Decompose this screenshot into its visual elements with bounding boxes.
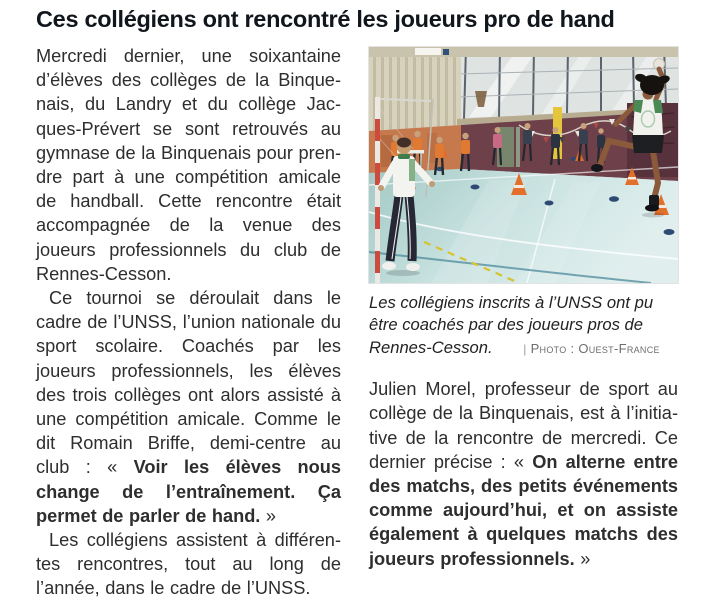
photo-credit-label: Photo : [530,340,575,356]
article-photo [369,47,678,283]
article-paragraph: Mercredi dernier, une soixantaine d’élèves des collèges de la Binquenais, du Landry et du collège Jacques-Prévert se sont retrouvés au gymnase de la Binquenais pour prendre part à une compétition amicale de handball. Cette rencontre était accompagnée de la venue des joueurs professionnels du club de Rennes-Cesson. [36,46,341,284]
photo-credit [523,341,660,356]
article-paragraph: Ce tournoi se déroulait dans le cadre de l’UNSS, l’union nationale du sport scolaire. Coachés par les joueurs professionnels, les élèves des trois collèges ont alors assisté à une compétition amicale. Comme le dit Romain Briffe, demi-centre au club : « Voir les élèves nous change de l’entraînement. Ça permet de parler de hand. » [36,288,341,526]
right-column-text [369,377,678,571]
photo-caption [369,292,678,360]
left-column [36,44,341,601]
photo-credit-value: Ouest-France [578,340,660,356]
article-paragraph: Les collégiens assistent à différentes rencontres, tout au long de l’année, dans le cadre de l’UNSS. [36,530,341,599]
article-paragraph: Julien Morel, professeur de sport au collège de la Binquenais, est à l’initiative de la rencontre de mercredi. Ce dernier précise : « On alterne entre des matchs, des petits événements comme aujourd’hui, et on assiste également à quelques matchs des joueurs professionnels. » [369,379,678,569]
photo-caption-text: Les collégiens inscrits à l’UNSS ont pu être coachés par des joueurs pros de Rennes-Cesson. [369,293,654,357]
right-column [369,47,678,571]
article-headline: Ces collégiens ont rencontré les joueurs pro de hand [36,6,615,32]
gym-photo-illustration [369,47,678,283]
photo-credit-separator: | [523,341,527,356]
